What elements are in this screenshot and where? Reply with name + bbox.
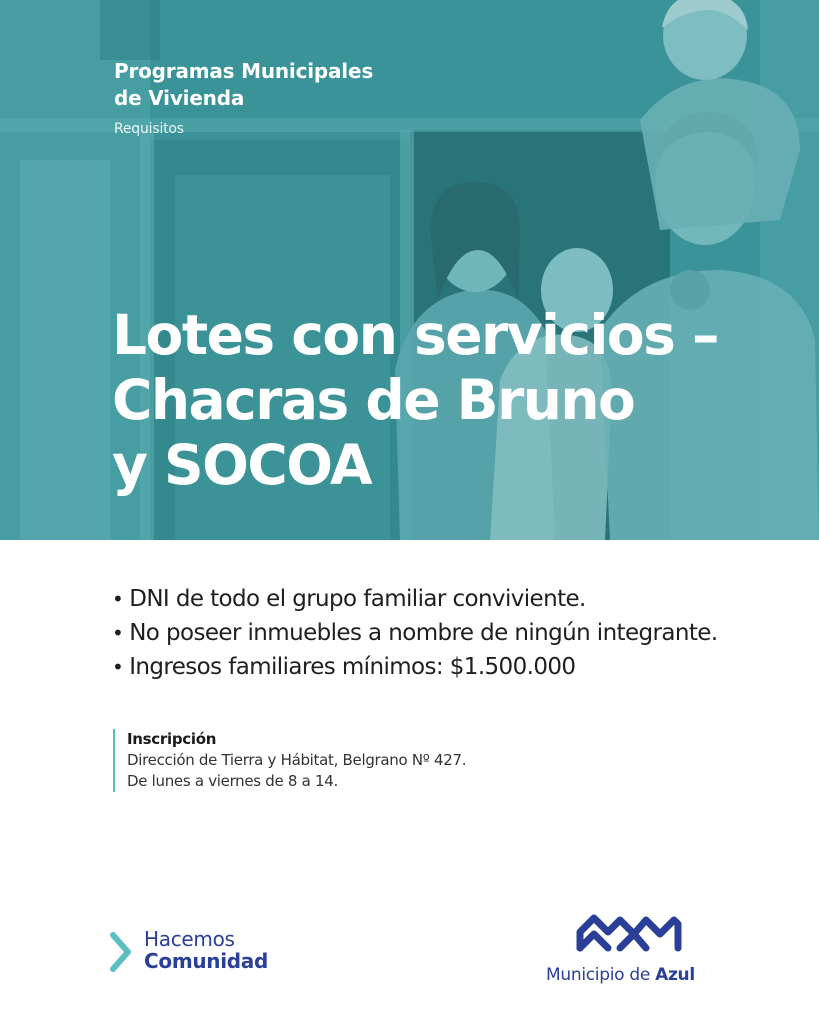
program-title-line1: Programas Municipales <box>114 59 374 83</box>
municipio-prefix: Municipio de <box>546 965 650 985</box>
requirement-text: No poseer inmuebles a nombre de ningún integrante. <box>129 620 718 646</box>
requirement-text: Ingresos familiares mínimos: $1.500.000 <box>129 654 576 680</box>
municipio-mountains-icon <box>576 910 682 954</box>
requirements-list <box>112 582 792 684</box>
requirement-item <box>112 616 792 650</box>
municipio-azul: Azul <box>655 965 695 985</box>
inscripcion-block <box>113 729 573 792</box>
bullet: • <box>112 655 124 679</box>
bullet: • <box>112 621 124 645</box>
requirement-text: DNI de todo el grupo familiar conviviente. <box>129 586 586 612</box>
municipio-name <box>546 965 695 985</box>
headline-line2: Chacras de Bruno <box>112 368 635 432</box>
requirement-item <box>112 582 792 616</box>
chevron-right-icon <box>108 931 134 973</box>
hacemos-comunidad-logo <box>108 927 328 977</box>
campaign-line1: Hacemos <box>144 927 235 951</box>
headline <box>112 303 812 498</box>
inscripcion-address: Dirección de Tierra y Hábitat, Belgrano Nº 427. <box>127 751 467 769</box>
requirement-item <box>112 650 792 684</box>
bullet: • <box>112 587 124 611</box>
program-subtitle: Requisitos <box>114 121 184 137</box>
program-title-line2: de Vivienda <box>114 86 245 110</box>
headline-line1: Lotes con servicios – <box>112 303 718 367</box>
inscripcion-hours: De lunes a viernes de 8 a 14. <box>127 772 338 790</box>
program-title <box>114 58 434 112</box>
inscripcion-title: Inscripción <box>127 730 217 748</box>
headline-line3: y SOCOA <box>112 433 372 497</box>
municipio-azul-logo <box>540 910 720 990</box>
campaign-line2: Comunidad <box>144 949 269 973</box>
